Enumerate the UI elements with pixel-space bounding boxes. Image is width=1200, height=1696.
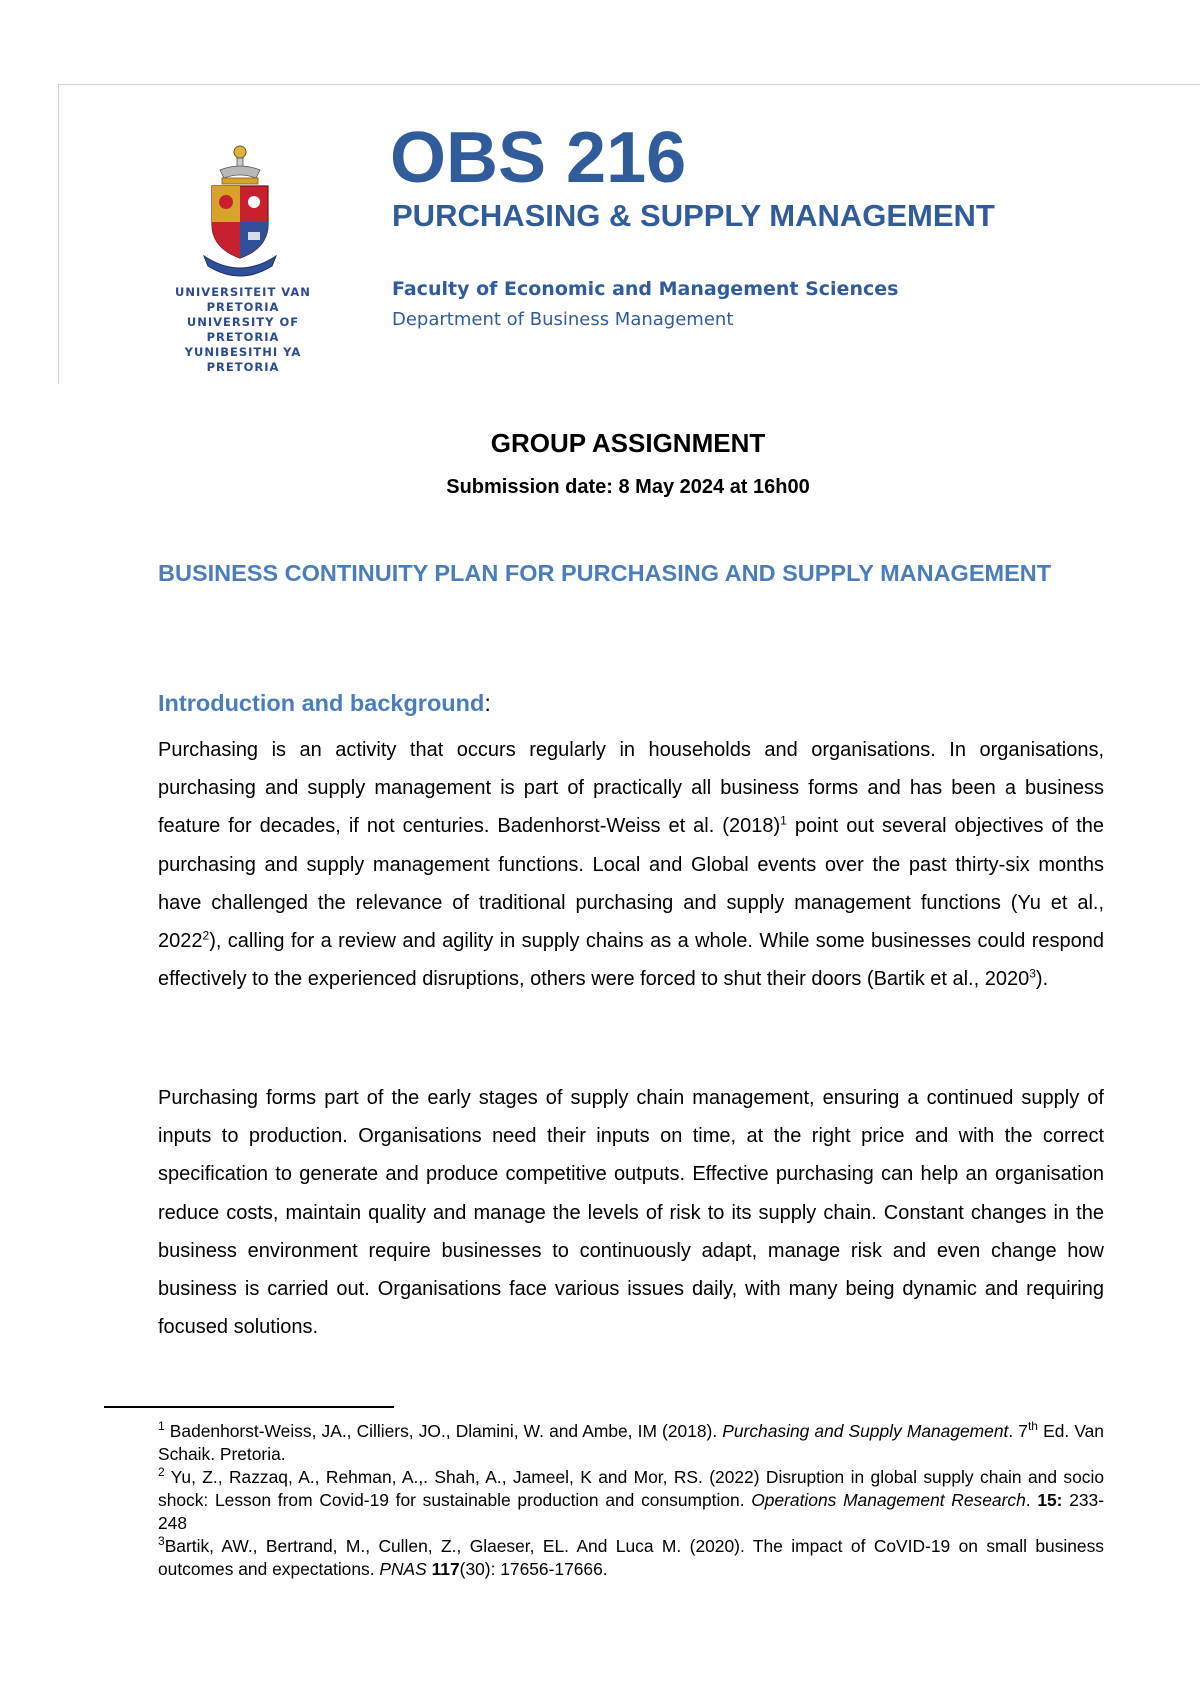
footnote-number: 3 xyxy=(158,1534,165,1549)
university-crest-icon xyxy=(190,140,290,280)
department-name: Department of Business Management xyxy=(392,309,734,330)
footnote-text: 233-248 xyxy=(158,1490,1105,1533)
footnote-text: Yu, Z., Razzaq, A., Rehman, A.,. Shah, A., Jameel, K and Mor, RS. (2022) Disruption in global supply chain and socio shock: Lesson from Covid-19 for sustainable production and consumption. xyxy=(158,1467,1104,1510)
header-border-left xyxy=(58,84,59,384)
section-heading-text: Introduction and background xyxy=(158,690,485,716)
plan-title: BUSINESS CONTINUITY PLAN FOR PURCHASING AND SUPPLY MANAGEMENT xyxy=(158,560,1052,586)
footnote-text: (30): 17656-17666. xyxy=(459,1559,608,1579)
submission-date: Submission date: 8 May 2024 at 16h00 xyxy=(446,476,810,498)
footnote-number: 1 xyxy=(158,1419,165,1434)
footnote-journal: Operations Management Research xyxy=(751,1490,1026,1510)
university-name-english: UNIVERSITY OF PRETORIA xyxy=(186,315,300,344)
assignment-title: GROUP ASSIGNMENT xyxy=(490,428,766,458)
university-name-sepedi: YUNIBESITHI YA PRETORIA xyxy=(184,345,302,374)
footnote-2 xyxy=(158,1466,1104,1535)
footnote-ref-1[interactable]: 1 xyxy=(780,813,787,828)
university-names xyxy=(148,285,338,375)
footnote-separator xyxy=(104,1406,394,1408)
footnote-text: . xyxy=(1025,1490,1038,1510)
footnote-number: 2 xyxy=(158,1465,165,1480)
p1-text-c: ), calling for a review and agility in supply chains as a whole. While some businesses could respond effectively to the experienced disruptions, others were forced to shut their doors (Bartik et al., 2020 xyxy=(158,930,1104,991)
university-name-afrikaans: UNIVERSITEIT VAN PRETORIA xyxy=(175,285,311,314)
footnote-book-title: Purchasing and Supply Management xyxy=(722,1421,1009,1441)
section-heading xyxy=(158,690,491,717)
p1-text-b: point out several objectives of the purchasing and supply management functions. Local and Global events over the past thirty-six months have challenged the relevance of traditional purchasing and supply management functions (Yu et al., 2022 xyxy=(158,815,1104,953)
footnotes xyxy=(158,1420,1104,1581)
footnote-edition-suffix: th xyxy=(1027,1419,1038,1434)
footnote-1 xyxy=(158,1420,1104,1466)
footnote-volume: 117 xyxy=(431,1559,460,1579)
header-border-top xyxy=(58,84,1200,85)
course-code: OBS 216 xyxy=(390,118,687,198)
footnote-text: Ed. Van Schaik. Pretoria. xyxy=(158,1421,1104,1464)
footnote-ref-3[interactable]: 3 xyxy=(1029,966,1036,981)
footnote-volume: 15: xyxy=(1037,1490,1063,1510)
intro-paragraph-2: Purchasing forms part of the early stages of supply chain management, ensuring a continued supply of inputs to production. Organisations need their inputs on time, at the right price and with the correct specification to generate and produce competitive outputs. Effective purchasing can help an organisation reduce costs, maintain quality and manage the levels of risk to its supply chain. Constant changes in the business environment require businesses to continuously adapt, manage risk and even change how business is carried out. Organisations face various issues daily, with many being dynamic and requiring focused solutions. xyxy=(158,1087,1104,1339)
course-name: PURCHASING & SUPPLY MANAGEMENT xyxy=(392,198,995,233)
section-heading-colon: : xyxy=(484,690,491,716)
footnote-text: . 7 xyxy=(1008,1421,1028,1441)
footnote-text: Bartik, AW., Bertrand, M., Cullen, Z., Glaeser, EL. And Luca M. (2020). The impact of CoVID-19 on small business outcomes and expectations. xyxy=(158,1536,1104,1579)
p1-text-d: ). xyxy=(1035,968,1049,991)
faculty-name: Faculty of Economic and Management Sciences xyxy=(392,278,899,300)
footnote-text: Badenhorst-Weiss, JA., Cilliers, JO., Dlamini, W. and Ambe, IM (2018). xyxy=(164,1421,723,1441)
footnote-journal: PNAS xyxy=(379,1559,427,1579)
intro-paragraph-1 xyxy=(158,731,1104,998)
footnote-3 xyxy=(158,1535,1104,1581)
p1-text-a: Purchasing is an activity that occurs regularly in households and organisations. In organisations, purchasing and supply management is part of practically all business forms and has been a business feature for decades, if not centuries. Badenhorst-Weiss et al. (2018) xyxy=(158,739,1104,838)
footnote-ref-2[interactable]: 2 xyxy=(202,928,210,943)
